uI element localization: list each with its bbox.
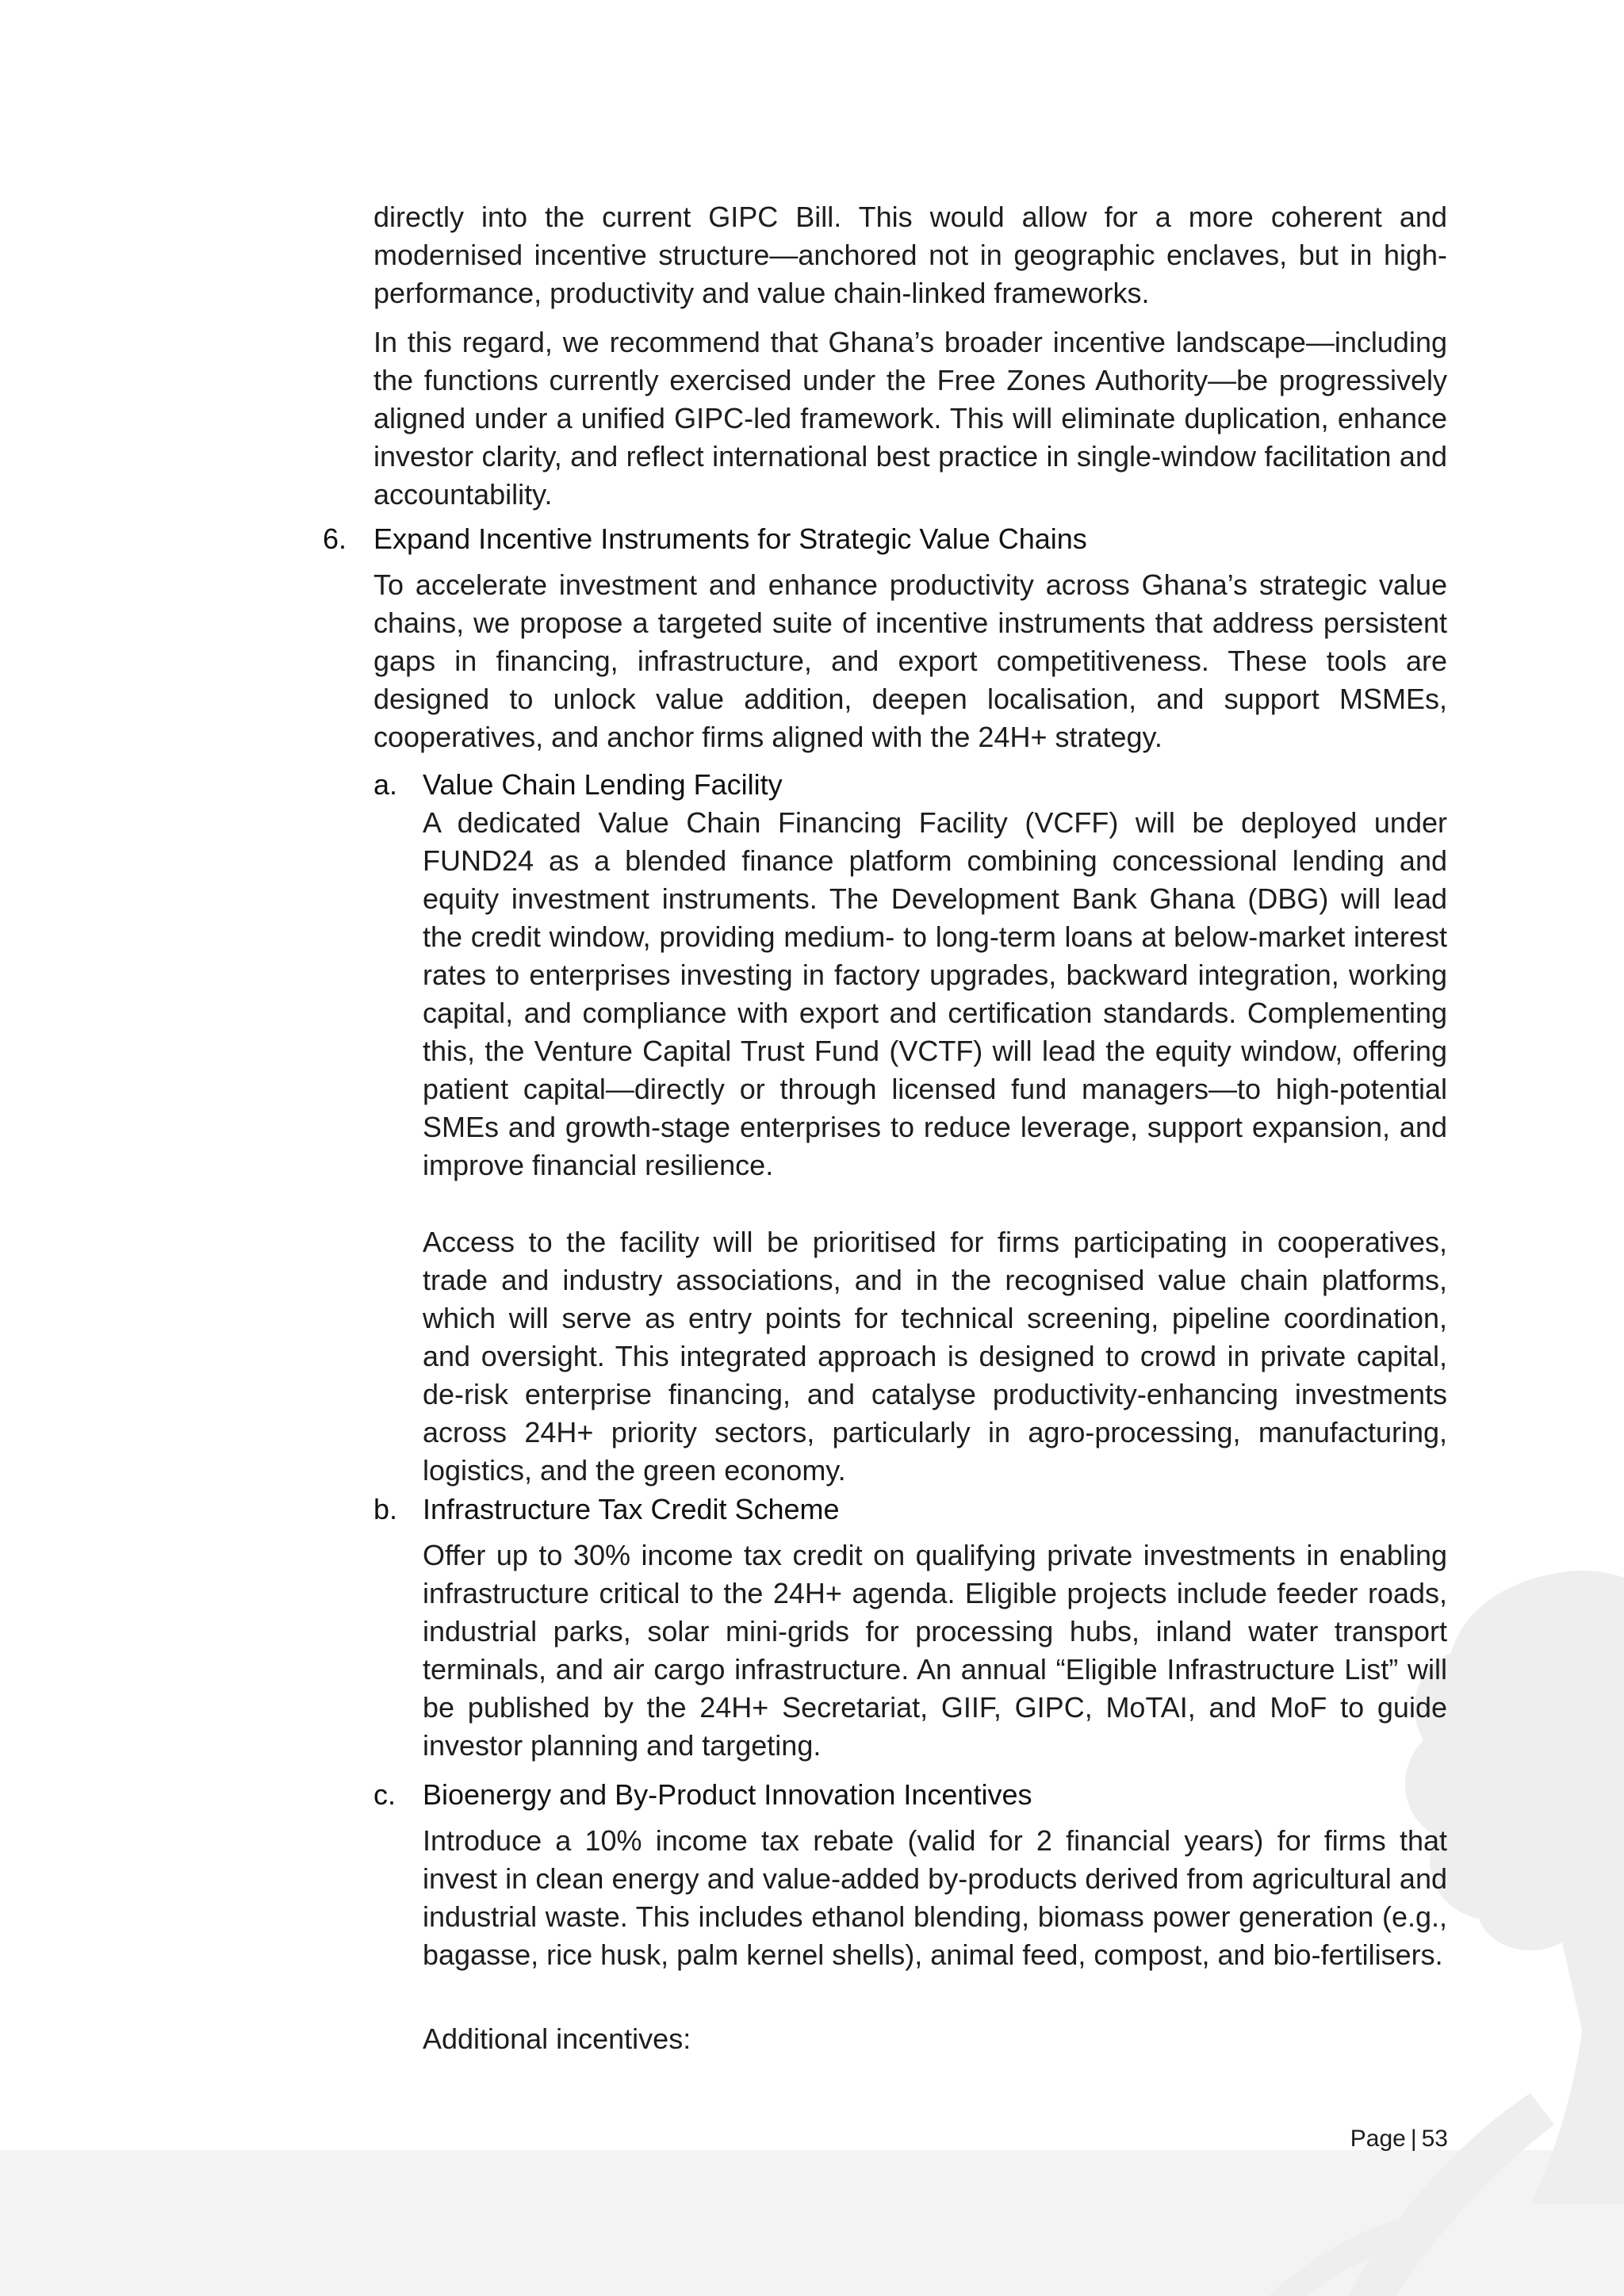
- section-6-number: 6.: [323, 522, 347, 555]
- item-a-marker: a.: [373, 768, 398, 801]
- item-c-heading: Bioenergy and By-Product Innovation Incentives: [423, 1778, 1032, 1811]
- section-6-intro: To accelerate investment and enhance productivity across Ghana’s strategic value chains, we propose a targeted suite of incentive instruments that address persistent gaps in financing, infrastructure, and export competitiveness. These tools are designed to unlock value addition, deepen localisation, and support MSMEs, cooperatives, and anchor firms aligned with the 24H+ strategy.: [373, 568, 1447, 753]
- item-c-additional-incentives: Additional incentives:: [423, 2022, 691, 2055]
- page-number: 53: [1421, 2126, 1448, 2152]
- page-separator: |: [1410, 2126, 1417, 2152]
- item-b-marker: b.: [373, 1493, 398, 1525]
- page-number-footer: [1350, 2123, 1448, 2155]
- item-a-paragraph-2: Access to the facility will be prioritised for firms participating in cooperatives, trade and industry associations, and in the recognised value chain platforms, which will serve as entry points for technical screening, pipeline coordination, and oversight. This integrated approach is designed to crowd in private capital, de-risk enterprise financing, and catalyse productivity-enhancing investments across 24H+ priority sectors, particularly in agro-processing, manufacturing, logistics, and the green economy.: [423, 1226, 1447, 1487]
- item-c-marker: c.: [373, 1778, 396, 1811]
- page-label: Page: [1350, 2126, 1406, 2152]
- section-6-heading: Expand Incentive Instruments for Strategic Value Chains: [373, 522, 1087, 555]
- item-c-paragraph: Introduce a 10% income tax rebate (valid for 2 financial years) for firms that invest in clean energy and value-added by-products derived from agricultural and industrial waste. This includes ethanol blending, biomass power generation (e.g., bagasse, rice husk, palm kernel shells), animal feed, compost, and bio-fertilisers.: [423, 1824, 1447, 1971]
- item-a-heading: Value Chain Lending Facility: [423, 768, 783, 801]
- item-b-paragraph: Offer up to 30% income tax credit on qualifying private investments in enabling infrastructure critical to the 24H+ agenda. Eligible projects include feeder roads, industrial parks, solar mini-grids for processing hubs, inland water transport terminals, and air cargo infrastructure. An annual “Eligible Infrastructure List” will be published by the 24H+ Secretariat, GIIF, GIPC, MoTAI, and MoF to guide investor planning and targeting.: [423, 1539, 1447, 1762]
- intro-paragraph-2: In this regard, we recommend that Ghana’s broader incentive landscape—including the functions currently exercised under the Free Zones Authority—be progressively aligned under a unified GIPC-led framework. This will eliminate duplication, enhance investor clarity, and reflect international best practice in single-window facilitation and accountability.: [373, 326, 1447, 511]
- item-b-heading: Infrastructure Tax Credit Scheme: [423, 1493, 840, 1525]
- intro-paragraph-1: directly into the current GIPC Bill. This would allow for a more coherent and modernised incentive structure—anchored not in geographic enclaves, but in high-performance, productivity and value chain-linked frameworks.: [373, 201, 1447, 309]
- item-a-paragraph-1: A dedicated Value Chain Financing Facility (VCFF) will be deployed under FUND24 as a blended finance platform combining concessional lending and equity investment instruments. The Development Bank Ghana (DBG) will lead the credit window, providing medium- to long-term loans at below-market interest rates to enterprises investing in factory upgrades, backward integration, working capital, and compliance with export and certification standards. Complementing this, the Venture Capital Trust Fund (VCTF) will lead the equity window, offering patient capital—directly or through licensed fund managers—to high-potential SMEs and growth-stage enterprises to reduce leverage, support expansion, and improve financial resilience.: [423, 806, 1447, 1181]
